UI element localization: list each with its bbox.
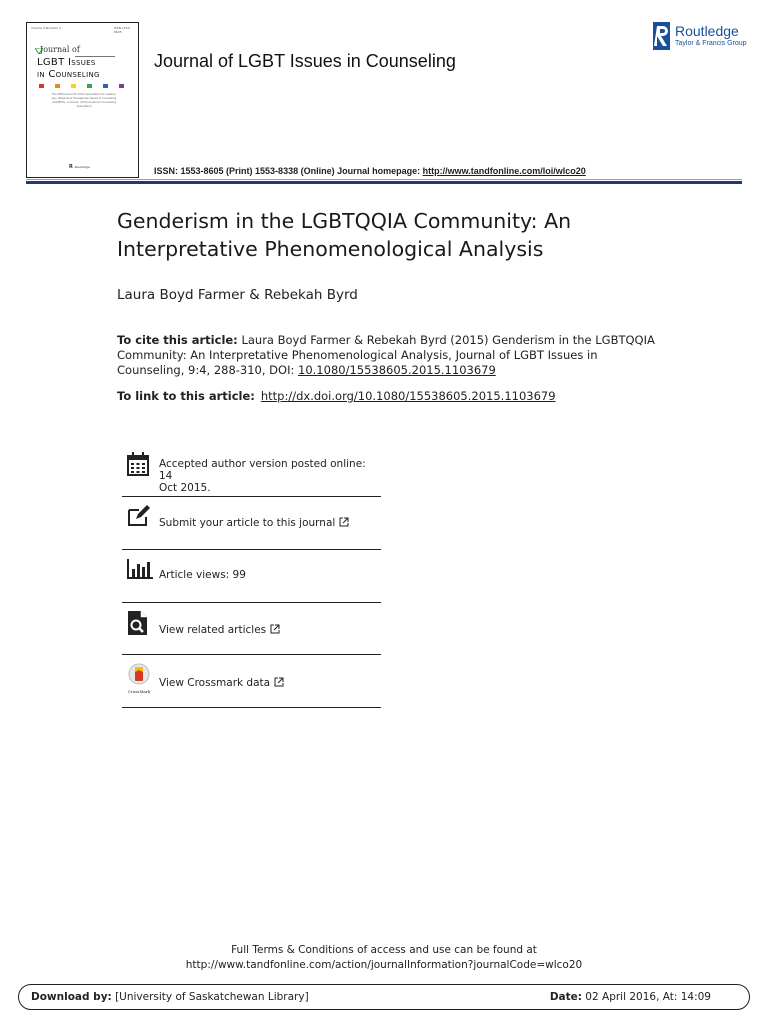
download-date-label: Date: xyxy=(549,991,582,1003)
article-title-line-2: Interpretative Phenomenological Analysis xyxy=(117,237,544,261)
routledge-r-icon xyxy=(653,22,670,50)
article-views-text: Article views: 99 xyxy=(159,569,246,581)
issn-line xyxy=(154,166,586,176)
related-articles-label: View related articles xyxy=(159,624,267,636)
link-to-article xyxy=(117,389,556,403)
citation-block xyxy=(117,333,662,378)
submit-article-row[interactable] xyxy=(122,497,381,550)
download-by xyxy=(31,991,309,1003)
citation-doi-link[interactable]: 10.1080/15538605.2015.1103679 xyxy=(298,363,496,377)
download-by-label: Download by: xyxy=(31,991,112,1003)
article-authors: Laura Boyd Farmer & Rebekah Byrd xyxy=(117,287,358,303)
cover-color-dot xyxy=(103,84,108,88)
cover-blurb: The Official Journal of the Association for Lesbian, Gay, Bisexual & Transgender Issues in Counseling (ALGBTIC), a division of the American Counseling Association xyxy=(51,93,117,108)
crossmark-label: View Crossmark data xyxy=(159,677,271,689)
crossmark-row[interactable] xyxy=(122,655,381,708)
download-by-value: [University of Saskatchewan Library] xyxy=(111,991,309,1003)
cover-issn-text: ISSN 1553-8605 xyxy=(114,26,131,34)
article-title xyxy=(117,207,677,263)
cover-color-dot xyxy=(71,84,76,88)
header-divider xyxy=(26,181,742,184)
external-link-icon xyxy=(274,677,284,687)
cover-publisher-name: Routledge xyxy=(74,165,90,169)
cover-routledge-r-icon: R xyxy=(69,164,73,170)
routledge-logo xyxy=(653,22,748,52)
bar-chart-icon xyxy=(127,559,153,579)
citation-label: To cite this article: xyxy=(117,333,238,347)
related-articles-row[interactable] xyxy=(122,603,381,655)
cover-volume-text: Volume 9 Number 4 xyxy=(31,26,61,30)
article-info-list xyxy=(122,445,381,708)
header-divider-thin xyxy=(26,179,742,180)
submit-article-label: Submit your article to this journal xyxy=(159,517,336,529)
cover-color-dots xyxy=(39,84,124,88)
cover-title-line-2: LGBT Issues xyxy=(37,57,96,68)
cover-color-dot xyxy=(55,84,60,88)
journal-title: Journal of LGBT Issues in Counseling xyxy=(154,51,456,71)
download-date xyxy=(550,991,711,1003)
publisher-name: Routledge xyxy=(675,23,739,39)
external-link-icon xyxy=(339,517,349,527)
cover-publisher-logo xyxy=(69,164,90,170)
submit-article-link[interactable] xyxy=(159,517,349,529)
cover-title-line-3: in Counseling xyxy=(37,69,100,80)
related-articles-search-icon xyxy=(127,610,149,636)
external-link-icon xyxy=(270,624,280,634)
link-to-article-label: To link to this article: xyxy=(117,389,255,403)
terms-and-conditions xyxy=(0,943,768,973)
terms-link[interactable]: http://www.tandfonline.com/action/journalInformation?journalCode=wlco20 xyxy=(185,959,583,971)
article-title-line-1: Genderism in the LGBTQQIA Community: An xyxy=(117,209,572,233)
cover-color-dot xyxy=(119,84,124,88)
crossmark-icon xyxy=(127,663,151,693)
cover-color-dot xyxy=(39,84,44,88)
calendar-icon xyxy=(127,452,149,476)
cover-color-dot xyxy=(87,84,92,88)
accepted-version-row xyxy=(122,445,381,497)
accepted-version-line-2: Oct 2015. xyxy=(159,482,211,494)
accepted-version-line-1: Accepted author version posted online: 14 xyxy=(159,458,366,482)
terms-line-1: Full Terms & Conditions of access and use can be found at xyxy=(231,944,537,956)
edit-icon xyxy=(127,505,151,527)
accepted-version-text xyxy=(159,458,379,494)
article-views-row xyxy=(122,550,381,603)
issn-text: ISSN: 1553-8605 (Print) 1553-8338 (Online) Journal homepage: xyxy=(154,166,423,176)
download-info-bar xyxy=(18,984,750,1010)
crossmark-badge-icon xyxy=(127,663,151,685)
crossmark-caption: CrossMark xyxy=(127,689,151,694)
cover-title-line-1: Journal of xyxy=(40,45,80,54)
article-doi-link[interactable]: http://dx.doi.org/10.1080/15538605.2015.1103679 xyxy=(260,389,556,403)
citation-text: Laura Boyd Farmer & Rebekah Byrd (2015) Genderism in the LGBTQQIA Community: An Interpretative Phenomenological Analysis, Journal of LGBT Issues in Counseling, 9:4, 288-310, DOI: xyxy=(117,333,655,377)
crossmark-link[interactable] xyxy=(159,677,284,689)
journal-cover-thumbnail xyxy=(26,22,139,178)
related-articles-link[interactable] xyxy=(159,624,280,636)
journal-homepage-link[interactable]: http://www.tandfonline.com/loi/wlco20 xyxy=(422,166,586,176)
download-date-value: 02 April 2016, At: 14:09 xyxy=(581,991,711,1003)
publisher-subtitle: Taylor & Francis Group xyxy=(675,40,747,47)
